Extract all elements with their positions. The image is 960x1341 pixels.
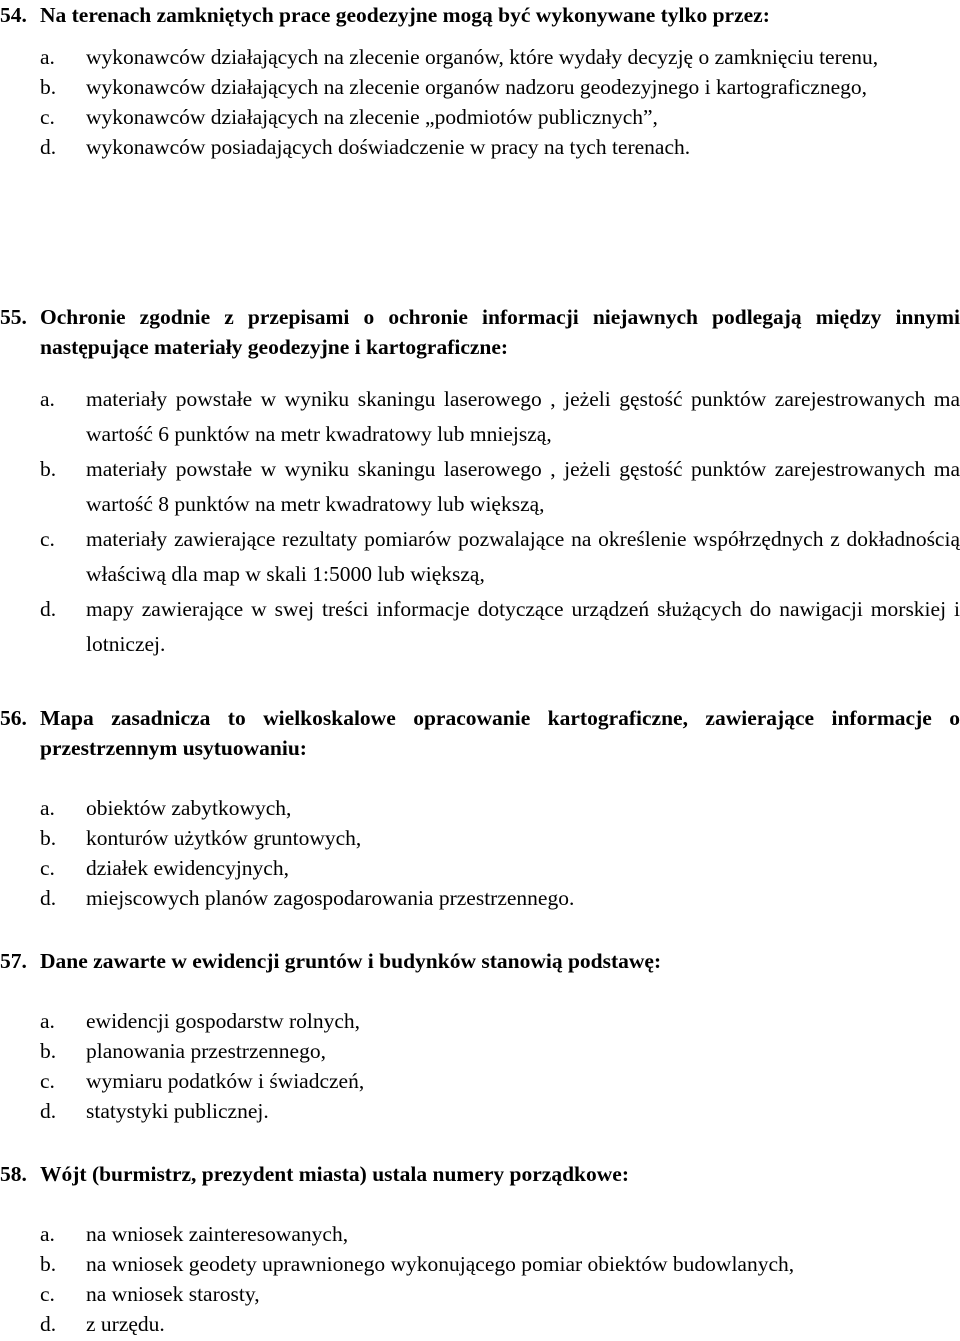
answer-letter: d. <box>40 135 57 159</box>
question-56 <box>0 703 960 913</box>
answer-option-c <box>0 102 960 132</box>
question-header <box>0 0 960 30</box>
answer-letter: d. <box>40 1312 57 1336</box>
answer-text: miejscowych planów zagospodarowania przestrzennego. <box>86 886 575 910</box>
answer-text: wykonawców działających na zlecenie „podmiotów publicznych”, <box>86 105 658 129</box>
answer-list <box>0 1006 960 1126</box>
question-text: Dane zawarte w ewidencji gruntów i budynków stanowią podstawę: <box>40 949 662 973</box>
question-text: Mapa zasadnicza to wielkoskalowe opracowanie kartograficzne, zawierające informacje o przestrzennym usytuowaniu: <box>40 706 960 760</box>
answer-text: mapy zawierające w swej treści informacje dotyczące urządzeń służących do nawigacji morskiej i lotniczej. <box>86 597 960 656</box>
answer-text: wykonawców działających na zlecenie organów nadzoru geodezyjnego i kartograficznego, <box>86 75 868 99</box>
answer-option-b <box>0 72 960 102</box>
answer-text: na wniosek geodety uprawnionego wykonującego pomiar obiektów budowlanych, <box>86 1252 795 1276</box>
question-number: 54. <box>0 3 27 27</box>
answer-option-d <box>0 592 960 662</box>
answer-text: materiały powstałe w wyniku skaningu laserowego , jeżeli gęstość punktów zarejestrowanych ma wartość 8 punktów na metr kwadratowy lub większą, <box>86 457 960 516</box>
answer-letter: a. <box>40 1222 55 1246</box>
answer-text: obiektów zabytkowych, <box>86 796 292 820</box>
question-54 <box>0 0 960 162</box>
answer-text: z urzędu. <box>86 1312 165 1336</box>
question-header <box>0 946 960 976</box>
answer-text: wykonawców działających na zlecenie organów, które wydały decyzję o zamknięciu terenu, <box>86 45 879 69</box>
question-text: Ochronie zgodnie z przepisami o ochronie informacji niejawnych podlegają między innymi następujące materiały geodezyjne i kartograficzne: <box>40 305 960 359</box>
answer-option-d <box>0 132 960 162</box>
answer-text: materiały zawierające rezultaty pomiarów pozwalające na określenie współrzędnych z dokładnością właściwą dla map w skali 1:5000 lub większą, <box>86 527 960 586</box>
answer-letter: a. <box>40 387 55 411</box>
answer-letter: b. <box>40 75 57 99</box>
answer-option-c <box>0 1279 960 1309</box>
question-number: 55. <box>0 305 27 329</box>
answer-letter: d. <box>40 1099 57 1123</box>
answer-option-b <box>0 823 960 853</box>
question-text: Wójt (burmistrz, prezydent miasta) ustala numery porządkowe: <box>40 1162 629 1186</box>
question-55 <box>0 302 960 662</box>
answer-list <box>0 42 960 162</box>
answer-text: działek ewidencyjnych, <box>86 856 289 880</box>
answer-text: materiały powstałe w wyniku skaningu laserowego , jeżeli gęstość punktów zarejestrowanych ma wartość 6 punktów na metr kwadratowy lub mniejszą, <box>86 387 960 446</box>
answer-option-d <box>0 1096 960 1126</box>
question-header <box>0 302 960 362</box>
answer-option-a <box>0 793 960 823</box>
question-number: 56. <box>0 706 27 730</box>
answer-letter: b. <box>40 826 57 850</box>
answer-text: planowania przestrzennego, <box>86 1039 326 1063</box>
question-number: 58. <box>0 1162 27 1186</box>
answer-letter: c. <box>40 856 55 880</box>
answer-letter: c. <box>40 1282 55 1306</box>
answer-option-b <box>0 1249 960 1279</box>
answer-text: wykonawców posiadających doświadczenie w pracy na tych terenach. <box>86 135 691 159</box>
answer-list <box>0 1219 960 1339</box>
answer-letter: b. <box>40 1039 57 1063</box>
answer-text: na wniosek zainteresowanych, <box>86 1222 349 1246</box>
answer-letter: d. <box>40 886 57 910</box>
answer-letter: c. <box>40 1069 55 1093</box>
answer-list <box>0 382 960 662</box>
answer-text: statystyki publicznej. <box>86 1099 269 1123</box>
answer-letter: b. <box>40 1252 57 1276</box>
answer-letter: c. <box>40 527 55 551</box>
answer-letter: c. <box>40 105 55 129</box>
answer-text: wymiaru podatków i świadczeń, <box>86 1069 365 1093</box>
question-number: 57. <box>0 949 27 973</box>
answer-text: ewidencji gospodarstw rolnych, <box>86 1009 361 1033</box>
answer-option-b <box>0 1036 960 1066</box>
question-header <box>0 1159 960 1189</box>
answer-text: konturów użytków gruntowych, <box>86 826 362 850</box>
answer-option-c <box>0 853 960 883</box>
answer-option-b <box>0 452 960 522</box>
answer-option-a <box>0 382 960 452</box>
answer-letter: b. <box>40 457 57 481</box>
answer-letter: a. <box>40 796 55 820</box>
answer-list <box>0 793 960 913</box>
answer-letter: d. <box>40 597 57 621</box>
answer-text: na wniosek starosty, <box>86 1282 260 1306</box>
question-58 <box>0 1159 960 1339</box>
answer-option-d <box>0 883 960 913</box>
answer-option-a <box>0 1006 960 1036</box>
question-header <box>0 703 960 763</box>
answer-option-a <box>0 1219 960 1249</box>
answer-option-d <box>0 1309 960 1339</box>
answer-option-c <box>0 522 960 592</box>
question-text: Na terenach zamkniętych prace geodezyjne mogą być wykonywane tylko przez: <box>40 3 770 27</box>
answer-option-c <box>0 1066 960 1096</box>
answer-letter: a. <box>40 45 55 69</box>
answer-option-a <box>0 42 960 72</box>
question-57 <box>0 946 960 1126</box>
answer-letter: a. <box>40 1009 55 1033</box>
